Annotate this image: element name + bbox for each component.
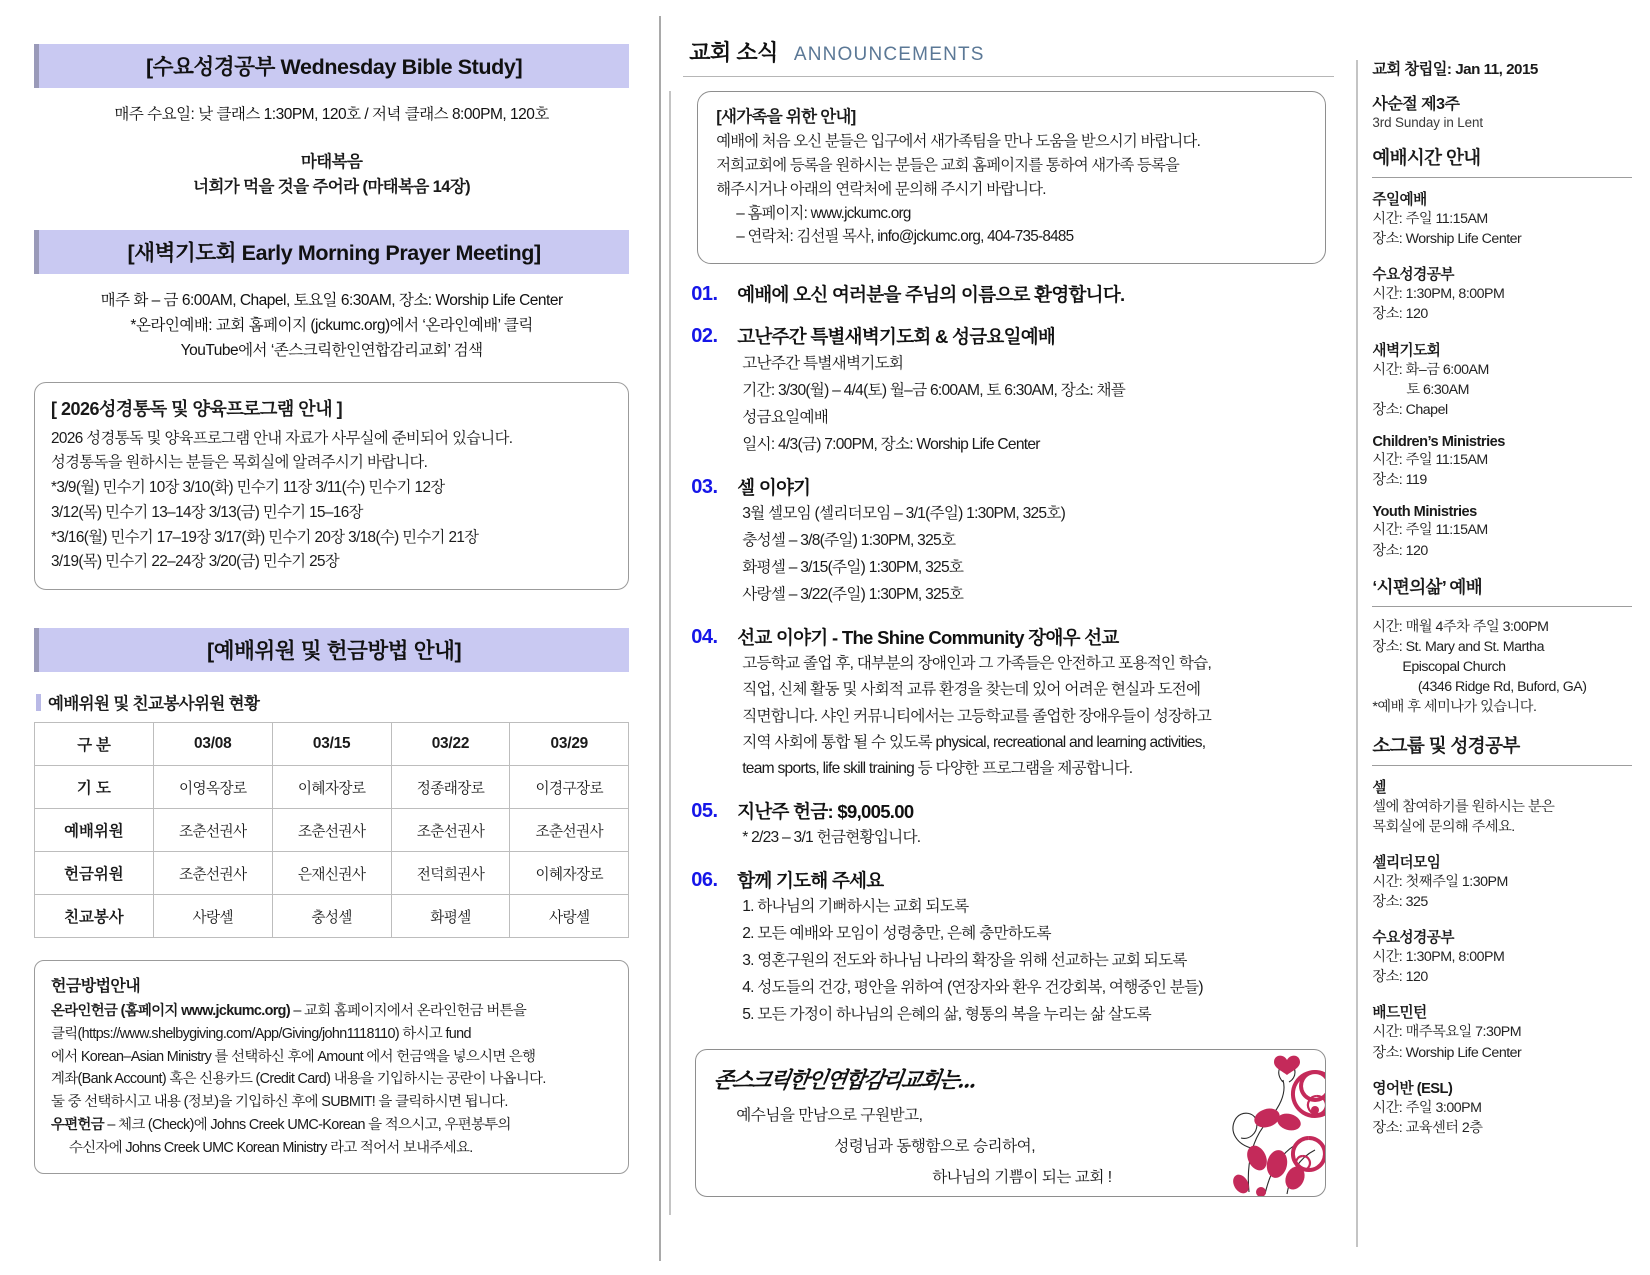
duty-table-wrap (34, 690, 629, 938)
giving-online-line (51, 1000, 612, 1023)
worship-times-section-title: 예배시간 안내 (1372, 147, 1481, 168)
col-header: 03/22 (391, 723, 510, 766)
announcement-line: 충성셀 – 3/8(주일) 1:30PM, 325호 (742, 531, 956, 549)
item-location: 장소: Worship Life Center (1372, 1044, 1522, 1061)
worship-item-wednesday-bible (1372, 263, 1632, 324)
worship-item-childrens-ministries (1372, 434, 1632, 490)
announcement-content (737, 325, 1334, 456)
giving-methods-box (34, 960, 629, 1174)
psalm-service-section-title: ‘시편의삶’ 예배 (1372, 576, 1483, 597)
new-family-line: 예배에 처음 오신 분들은 입구에서 새가족팀을 만나 도움을 받으시기 바랍니다. (716, 133, 1201, 150)
item-location: 장소: 325 (1372, 893, 1428, 910)
announcement-item (689, 476, 1334, 607)
item-title: 셀리더모임 (1372, 854, 1441, 871)
wednesday-schedule: 매주 수요일: 낮 클래스 1:30PM, 120호 / 저녁 클래스 8:00PM, 120호 (114, 106, 549, 123)
cell: 화평셀 (391, 895, 510, 938)
accent-tick-icon (36, 694, 41, 711)
announcement-line: 화평셀 – 3/15(주일) 1:30PM, 325호 (742, 558, 964, 576)
new-family-box (697, 91, 1326, 264)
section-rule (1372, 765, 1632, 766)
duty-table-label (36, 690, 629, 714)
cell: 조춘선권사 (153, 852, 272, 895)
giving-mail-label: 우편헌금 (51, 1116, 105, 1133)
announcement-line: 일시: 4/3(금) 7:00PM, 장소: Worship Life Center (742, 435, 1040, 453)
item-title: 수요성경공부 (1372, 267, 1454, 284)
right-sidebar (1350, 0, 1650, 1275)
announcement-content (737, 476, 1334, 607)
item-location: 장소: 120 (1372, 969, 1428, 986)
new-family-line: 저희교회에 등록을 원하시는 분들은 교회 홈페이지를 통하여 새가족 등록을 (716, 156, 1180, 174)
announcement-line: * 2/23 – 3/1 헌금현황입니다. (742, 828, 921, 846)
cell: 사랑셀 (510, 895, 629, 938)
announcement-line: 직업, 신체 활동 및 사회적 교류 환경을 찾는데 있어 어려운 현실과 도전에 (742, 681, 1201, 699)
announcement-item (689, 283, 1334, 306)
item-time-saturday: 토 6:30AM (1406, 381, 1469, 398)
psalm-note: *예배 후 세미나가 있습니다. (1372, 699, 1537, 716)
item-location: 장소: 119 (1372, 472, 1427, 489)
item-title: 셀 (1372, 779, 1386, 796)
new-family-line: 해주시거나 아래의 연락처에 문의해 주시기 바랍니다. (716, 180, 1046, 198)
table-row (35, 766, 629, 809)
small-group-section-title: 소그룹 및 성경공부 (1372, 734, 1520, 756)
item-title: 영어반 (ESL) (1372, 1080, 1453, 1097)
cell: 이경구장로 (510, 766, 629, 809)
announcement-heading: 선교 이야기 - The Shine Community 장애우 선교 (737, 626, 1119, 648)
col-header: 03/08 (153, 723, 272, 766)
bible-program-line: 2026 성경통독 및 양육프로그램 안내 자료가 사무실에 준비되어 있습니다. (51, 429, 513, 447)
prayer-request-line: 3. 영혼구원의 전도와 하나님 나라의 확장을 위해 선교하는 교회 되도록 (742, 952, 1187, 969)
cell: 이혜자장로 (272, 766, 391, 809)
table-row (35, 895, 629, 938)
worship-item-sunday (1372, 188, 1632, 249)
sermon-verse (34, 150, 629, 200)
item-title: 주일예배 (1372, 192, 1427, 208)
item-location: 장소: 120 (1372, 306, 1428, 323)
cell: 조춘선권사 (391, 809, 510, 852)
verse-book: 마태복음 (300, 153, 363, 171)
section-rule (1372, 606, 1632, 607)
cell: 사랑셀 (153, 895, 272, 938)
church-motto-box (695, 1049, 1326, 1197)
motto-line: 예수님을 만남으로 구원받고, (736, 1107, 923, 1124)
verse-text: 너희가 먹을 것을 주어라 (마태복음 14장) (193, 177, 471, 196)
center-column (661, 0, 1350, 1275)
announcement-item (689, 325, 1334, 456)
giving-mail-line (51, 1114, 612, 1137)
early-prayer-line-3: YouTube에서 ‘존스크릭한인연합감리교회’ 검색 (180, 341, 483, 359)
row-label: 헌금위원 (35, 852, 154, 895)
announcement-line: 3월 셀모임 (셀리더모임 – 3/1(주일) 1:30PM, 325호) (742, 504, 1066, 522)
cell: 충성셀 (272, 895, 391, 938)
announcements-body (683, 91, 1334, 1197)
item-title: 새벽기도회 (1372, 342, 1441, 359)
item-title: 배드민턴 (1372, 1005, 1427, 1022)
item-time: 시간: 첫째주일 1:30PM (1372, 873, 1508, 890)
smallgroup-item-badminton (1372, 1001, 1632, 1062)
table-row (35, 852, 629, 895)
announcements-title-en: ANNOUNCEMENTS (793, 44, 985, 65)
announcement-line: 고난주간 특별새벽기도회 (742, 354, 904, 372)
psalm-address: (4346 Ridge Rd, Buford, GA) (1417, 679, 1587, 696)
cell: 조춘선권사 (153, 809, 272, 852)
early-prayer-line-1: 매주 화 – 금 6:00AM, Chapel, 토요일 6:30AM, 장소: Worship Life Center (100, 291, 563, 309)
announcement-line: 사랑셀 – 3/22(주일) 1:30PM, 325호 (742, 585, 964, 603)
bible-reading-program-box (34, 382, 629, 591)
item-title: Youth Ministries (1372, 504, 1477, 521)
item-time: 시간: 1:30PM, 8:00PM (1372, 286, 1505, 303)
duty-and-giving-header: [예배위원 및 헌금방법 안내] (34, 628, 629, 672)
bible-program-line: *3/9(월) 민수기 10장 3/10(화) 민수기 11장 3/11(수) 민수기 12장 (51, 479, 445, 497)
item-time: 시간: 주일 11:15AM (1372, 522, 1488, 539)
giving-line: 둘 중 선택하시고 내용 (정보)을 기입하신 후에 SUBMIT! 을 클릭하시면 됩니다. (51, 1094, 508, 1111)
item-time: 시간: 화–금 6:00AM (1372, 361, 1489, 378)
new-family-title: [새가족을 위한 안내] (716, 108, 856, 126)
worship-item-youth-ministries (1372, 504, 1632, 560)
early-morning-prayer-header: [새벽기도회 Early Morning Prayer Meeting] (34, 230, 629, 274)
item-location: 장소: 교육센터 2층 (1372, 1119, 1483, 1136)
cell: 조춘선권사 (510, 809, 629, 852)
announcement-content (737, 626, 1334, 781)
item-time: 시간: 주일 3:00PM (1372, 1099, 1482, 1116)
cell: 전덕희권사 (391, 852, 510, 895)
motto-line: 성령님과 동행함으로 승리하여, (834, 1138, 1036, 1155)
item-location: 장소: 120 (1372, 542, 1428, 559)
cell: 이혜자장로 (510, 852, 629, 895)
item-detail: 셀에 참여하기를 원하시는 분은 (1372, 798, 1555, 815)
cell: 정종래장로 (391, 766, 510, 809)
announcement-heading: 셀 이야기 (737, 476, 811, 498)
col-header: 03/29 (510, 723, 629, 766)
worship-item-early-prayer (1372, 339, 1632, 420)
announcement-content (737, 283, 1334, 306)
table-row (35, 809, 629, 852)
announcement-item (689, 869, 1334, 1027)
item-time: 시간: 주일 11:15AM (1372, 452, 1488, 469)
sidebar-content (1350, 58, 1632, 1138)
announcement-item (689, 800, 1334, 850)
smallgroup-item-cell-leaders (1372, 851, 1632, 912)
bible-program-line: 3/12(목) 민수기 13–14장 3/13(금) 민수기 15–16장 (51, 503, 363, 521)
announcement-item (689, 626, 1334, 781)
announcement-line: 기간: 3/30(월) – 4/4(토) 월–금 6:00AM, 토 6:30AM, 장소: 채플 (742, 381, 1126, 399)
psalm-time: 시간: 매월 4주차 주일 3:00PM (1372, 618, 1549, 635)
title-rule (683, 76, 1334, 77)
announcement-number: 06. (691, 868, 718, 891)
giving-line: 수신자에 Johns Creek UMC Korean Ministry 라고 적어서 보내주세요. (69, 1139, 473, 1156)
announcement-heading: 예배에 오신 여러분을 주님의 이름으로 환영합니다. (737, 284, 1125, 306)
announcement-line: team sports, life skill training 등 다양한 프로그램을 제공합니다. (742, 760, 1133, 778)
duty-table-label-text: 예배위원 및 친교봉사위원 현황 (48, 695, 260, 714)
item-detail: 목회실에 문의해 주세요. (1372, 818, 1515, 835)
col-header: 03/15 (272, 723, 391, 766)
prayer-request-line: 2. 모든 예배와 모임이 성령충만, 은혜 충만하도록 (742, 925, 1051, 942)
announcement-line: 직면합니다. 샤인 커뮤니티에서는 고등학교를 졸업한 장애우들이 성장하고 (742, 707, 1212, 725)
announcement-content (737, 869, 1334, 1027)
motto-handwriting: 존스크릭한인연합감리교회는... (712, 1066, 978, 1093)
bible-program-line: 성경통독을 원하시는 분들은 목회실에 알려주시기 바랍니다. (51, 454, 428, 472)
early-morning-prayer-body (34, 288, 629, 360)
announcement-heading: 고난주간 특별새벽기도회 & 성금요일예배 (737, 326, 1056, 348)
giving-online-label: 온라인헌금 (홈페이지 www.jckumc.org) (51, 1003, 290, 1020)
duty-table (34, 722, 629, 938)
giving-line: 클릭(https://www.shelbygiving.com/App/Giving/john1118110) 하시고 fund (51, 1025, 471, 1042)
item-location: 장소: Chapel (1372, 401, 1448, 418)
announcement-content (737, 800, 1334, 850)
early-prayer-line-2: *온라인예배: 교회 홈페이지 (jckumc.org)에서 ‘온라인예배’ 클릭 (130, 316, 533, 334)
cell: 은재신권사 (272, 852, 391, 895)
psalm-service-details (1372, 617, 1632, 718)
cell: 이영옥장로 (153, 766, 272, 809)
giving-line: 계좌(Bank Account) 혹은 신용카드 (Credit Card) 내용을 기입하시는 공란이 나옵니다. (51, 1071, 546, 1088)
section-rule (1372, 177, 1632, 178)
announcement-number: 03. (691, 475, 718, 498)
announcements-title (683, 36, 1334, 67)
item-title: 수요성경공부 (1372, 930, 1454, 947)
item-time: 시간: 1:30PM, 8:00PM (1372, 949, 1505, 966)
row-label: 기 도 (35, 766, 154, 809)
col-header: 구 분 (35, 723, 154, 766)
giving-online-rest: – 교회 홈페이지에서 온라인헌금 버튼을 (289, 1003, 527, 1020)
psalm-location-cont: Episcopal Church (1402, 659, 1506, 676)
flower-decoration-icon (1191, 1052, 1326, 1197)
psalm-location: 장소: St. Mary and St. Martha (1372, 638, 1544, 655)
sidebar-rail (1356, 60, 1358, 1247)
announcement-number: 05. (691, 799, 718, 822)
announcement-heading: 함께 기도해 주세요 (737, 869, 884, 891)
new-family-website: – 홈페이지: www.jckumc.org (736, 204, 911, 222)
wednesday-bible-study-header: [수요성경공부 Wednesday Bible Study] (34, 44, 629, 88)
left-column (0, 0, 659, 1275)
giving-line: 에서 Korean–Asian Ministry 를 선택하신 후에 Amount 에서 헌금액을 넣으시면 은행 (51, 1048, 536, 1065)
announcement-line: 성금요일예배 (742, 408, 829, 426)
lent-week-en: 3rd Sunday in Lent (1372, 115, 1483, 130)
smallgroup-item-esl (1372, 1077, 1632, 1138)
giving-title: 헌금방법안내 (51, 978, 141, 996)
cell: 조춘선권사 (272, 809, 391, 852)
announcement-number: 02. (691, 325, 718, 348)
prayer-request-line: 1. 하나님의 기뻐하시는 교회 되도록 (742, 898, 969, 915)
row-label: 예배위원 (35, 809, 154, 852)
announcement-line: 고등학교 졸업 후, 대부분의 장애인과 그 가족들은 안전하고 포용적인 학습, (742, 654, 1212, 672)
table-header-row (35, 723, 629, 766)
prayer-request-line: 5. 모든 가정이 하나님의 은혜의 삶, 형통의 복을 누리는 삶 살도록 (742, 1006, 1151, 1023)
smallgroup-item-cell (1372, 776, 1632, 837)
announcement-number: 01. (691, 283, 718, 306)
item-time: 시간: 매주목요일 7:30PM (1372, 1024, 1522, 1041)
announcement-number: 04. (691, 625, 718, 648)
item-location: 장소: Worship Life Center (1372, 231, 1522, 248)
wednesday-bible-study-body (34, 102, 629, 200)
announcements-title-ko: 교회 소식 (689, 40, 778, 65)
prayer-request-line: 4. 성도들의 건강, 평안을 위하여 (연장자와 환우 건강회복, 여행중인 분들) (742, 979, 1203, 996)
offering-total: 지난주 헌금: $9,005.00 (737, 800, 914, 822)
motto-line: 하나님의 기쁨이 되는 교회 ! (932, 1169, 1112, 1186)
lent-week-ko: 사순절 제3주 (1372, 96, 1460, 113)
bible-program-line: 3/19(목) 민수기 22–24장 3/20(금) 민수기 25장 (51, 553, 340, 571)
row-label: 친교봉사 (35, 895, 154, 938)
item-time: 시간: 주일 11:15AM (1372, 211, 1488, 227)
announcement-line: 지역 사회에 통합 될 수 있도록 physical, recreational and learning activities, (742, 733, 1206, 751)
church-founded-date: 교회 창립일: Jan 11, 2015 (1372, 61, 1538, 78)
bible-program-title: [ 2026성경통독 및 양육프로그램 안내 ] (51, 398, 343, 419)
smallgroup-item-wednesday-bible (1372, 926, 1632, 987)
giving-mail-rest: – 체크 (Check)에 Johns Creek UMC-Korean 을 적으시고, 우편봉투의 (104, 1116, 511, 1133)
bible-program-line: *3/16(월) 민수기 17–19장 3/17(화) 민수기 20장 3/18(수) 민수기 21장 (51, 528, 479, 546)
item-title: Children’s Ministries (1372, 434, 1505, 451)
new-family-contact: – 연락처: 김선필 목사, info@jckumc.org, 404-735-8485 (736, 228, 1074, 246)
